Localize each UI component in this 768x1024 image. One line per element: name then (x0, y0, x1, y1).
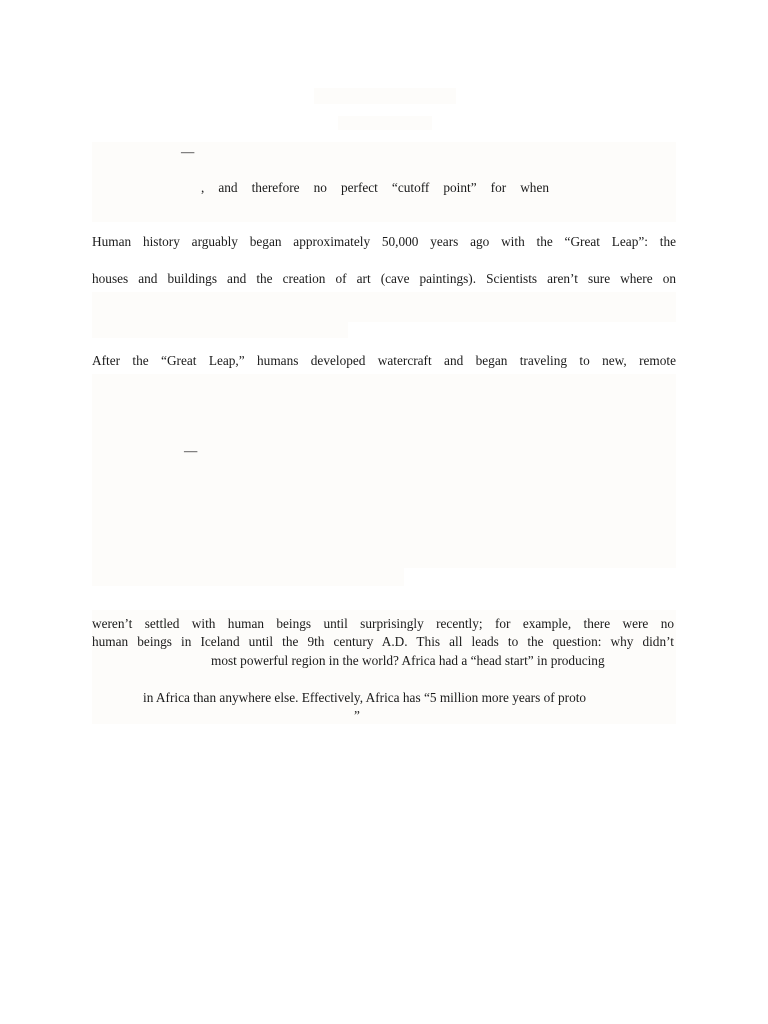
subtitle-blank (338, 116, 432, 130)
paragraph-2-blank-block (92, 374, 676, 568)
title-blank (314, 88, 456, 104)
paragraph-3-line-1: weren’t settled with human beings until surprisingly recently; for example, there were no (92, 616, 674, 631)
dash-mark-2: — (184, 443, 198, 458)
dash-mark: — (181, 144, 195, 159)
paragraph-3-line-4: in Africa than anywhere else. Effectively, Africa has “5 million more years of proto (143, 690, 587, 705)
paragraph-1-line-1: Human history arguably began approximately 50,000 years ago with the “Great Leap”: the (92, 234, 676, 249)
paragraph-3-line-2: human beings in Iceland until the 9th century A.D. This all leads to the question: why didn’t (92, 634, 674, 649)
cutoff-line: , and therefore no perfect “cutoff point” for when (201, 180, 549, 195)
paragraph-1-blank-tail (92, 322, 348, 338)
paragraph-3-line-3: most powerful region in the world? Africa had a “head start” in producing (211, 653, 605, 668)
paragraph-1-line-2: houses and buildings and the creation of art (cave paintings). Scientists aren’t sure where on (92, 271, 676, 286)
paragraph-2-line-1: After the “Great Leap,” humans developed watercraft and began traveling to new, remote (92, 353, 676, 368)
paragraph-1-blank-block (92, 292, 676, 322)
paragraph-3-closing-quote: ” (354, 708, 360, 723)
paragraph-2-blank-tail (92, 568, 404, 586)
